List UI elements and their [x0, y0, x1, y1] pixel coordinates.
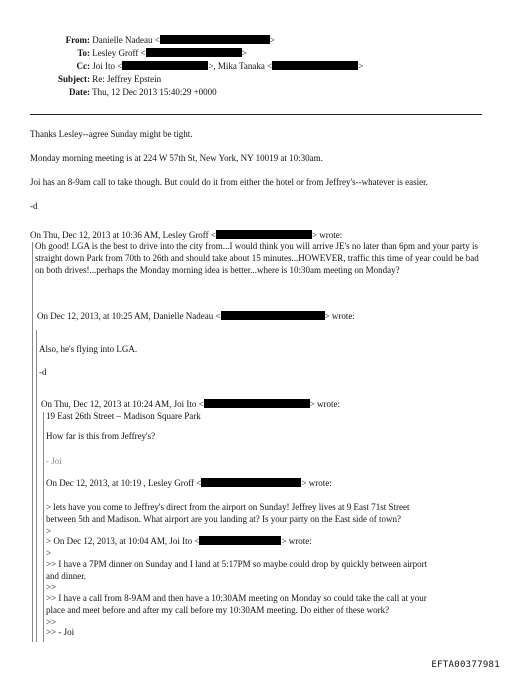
subject-value: Re: Jeffrey Epstein: [92, 74, 162, 84]
quote-text: How far is this from Jeffrey's?: [46, 431, 156, 441]
from-row: From: Danielle Nadeau < >: [20, 35, 275, 47]
quote-line: > On Dec 12, 2013, at 10:04 AM, Joi Ito < > wrote:: [46, 536, 312, 546]
redaction-bar: [204, 399, 310, 408]
quote-bar: [36, 330, 37, 642]
quote-text: Also, he's flying into LGA.: [39, 344, 138, 354]
quote-line: >> I have a 7PM dinner on Sunday and I land at 5:17PM so maybe could drop by quickly between airport: [46, 559, 428, 569]
from-label: From:: [65, 35, 90, 45]
to-label: To:: [77, 48, 90, 58]
cc-label: Cc:: [76, 61, 90, 71]
subject-label: Subject:: [58, 74, 90, 84]
quote-attribution: On Dec 12, 2013, at 10:19 , Lesley Groff < > wrote:: [46, 478, 332, 488]
quote-attribution: On Dec 12, 2013, at 10:25 AM, Danielle Nadeau < > wrote:: [37, 311, 355, 321]
quote-bar: [43, 412, 44, 642]
date-value: Thu, 12 Dec 2013 15:40:29 +0000: [92, 87, 217, 97]
quote-attribution: On Thu, Dec 12, 2013 at 10:24 AM, Joi Ito < > wrote:: [41, 399, 340, 409]
header-divider: [30, 114, 482, 115]
body-paragraph: Thanks Lesley--agree Sunday might be tight.: [30, 129, 193, 139]
quote-line: and dinner.: [46, 571, 86, 581]
redaction-bar: [199, 536, 281, 545]
body-paragraph: Joi has an 8-9am call to take though. But could do it from either the hotel or from Jeffrey's--whatever is easier.: [30, 177, 428, 187]
quote-bar: [32, 242, 33, 642]
signature: - Joi: [46, 456, 62, 466]
date-label: Date:: [69, 87, 90, 97]
quote-attribution: On Thu, Dec 12, 2013 at 10:36 AM, Lesley Groff < > wrote:: [30, 230, 343, 240]
quote-line: >> - Joi: [46, 627, 75, 637]
redaction-bar: [216, 230, 312, 239]
to-value: Lesley Groff <: [92, 48, 146, 58]
redaction-bar: [201, 478, 301, 487]
quote-text: 19 East 26th Street – Madison Square Park: [46, 411, 201, 421]
quote-line: >> I have a call from 8-9AM and then have a 10:30AM meeting on Monday so could take the call at your: [46, 593, 427, 603]
signature: -d: [30, 201, 38, 211]
quote-line: >>: [46, 582, 57, 592]
redaction-bar: [221, 311, 325, 320]
quote-line: >: [46, 526, 52, 536]
quote-line: >>: [46, 617, 57, 627]
quote-line: >: [46, 548, 52, 558]
redaction-bar: [146, 48, 242, 57]
signature: -d: [39, 367, 47, 377]
cc-row: Cc: Joi Ito < >, Mika Tanaka < >: [20, 61, 363, 73]
quote-line: > lets have you come to Jeffrey's direct from the airport on Sunday! Jeffrey lives at 9 East 71st Street: [46, 502, 410, 512]
redaction-bar: [122, 61, 208, 70]
date-row: [20, 87, 217, 99]
quote-text: Oh good! LGA is the best to drive into the city from...I would think you will arrive JE's no later than 6pm and your party is straight down Park from 70th to 26th and should take about 15 minutes...HOWEVER, traffic this time of year could be bad on both drives!...perhaps the Monday morning idea is better...where is 10:30am meeting on Monday?: [35, 241, 479, 275]
document-id: EFTA00377981: [431, 660, 500, 670]
subject-row: [20, 74, 161, 86]
quote-line: between 5th and Madison. What airport are you landing at? Is your party on the East side of town?: [46, 514, 401, 524]
body-paragraph: Monday morning meeting is at 224 W 57th St, New York, NY 10019 at 10:30am.: [30, 153, 323, 163]
redaction-bar: [272, 61, 358, 70]
redaction-bar: [160, 35, 270, 44]
to-row: To: Lesley Groff < >: [20, 48, 247, 60]
cc-value: Joi Ito <: [92, 61, 123, 71]
from-value: Danielle Nadeau <: [92, 35, 160, 45]
quote-line: place and meet before and after my call before my 10:30AM meeting. Do either of these work?: [46, 605, 390, 615]
